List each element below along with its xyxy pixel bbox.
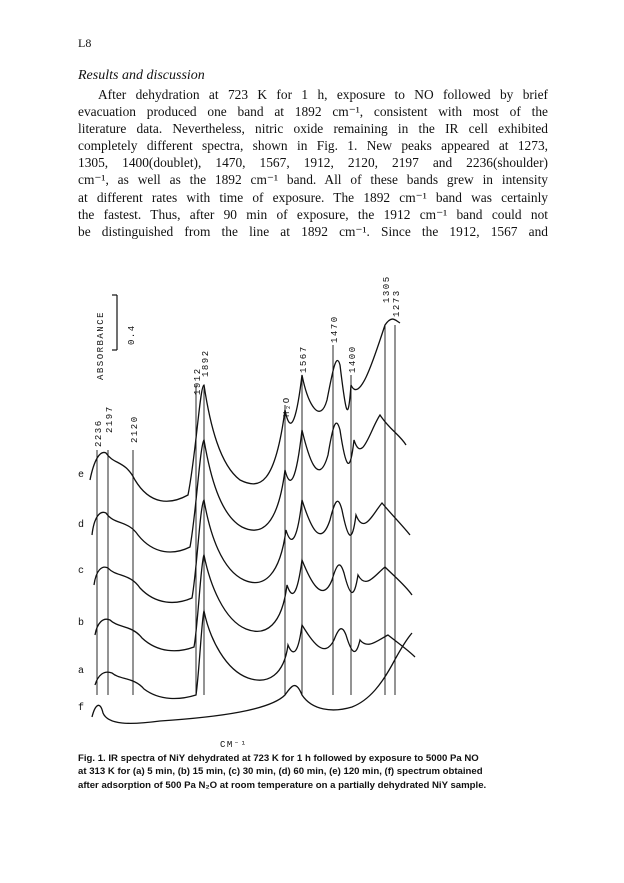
scale-bar xyxy=(112,295,117,350)
curve-label-f: f xyxy=(78,703,86,714)
peak-label-1305: 1305 xyxy=(382,275,392,303)
section-heading: Results and discussion xyxy=(78,68,205,83)
caption-line: Fig. 1. IR spectra of NiY dehydrated at 723 K for 1 h followed by exposure to 5000 Pa NO xyxy=(78,753,479,764)
body-line: completely different spectra, shown in Fig. 1. New peaks appeared at 1273, xyxy=(78,138,548,154)
body-line: evacuation produced one band at 1892 cm⁻¹, consistent with most of the xyxy=(78,104,548,120)
peak-label-1273: 1273 xyxy=(392,289,402,317)
ir-spectra-figure xyxy=(70,255,430,755)
y-axis-label: ABSORBANCE xyxy=(96,310,106,380)
peak-label-1912: 1912 xyxy=(193,367,203,395)
peak-label-2120: 2120 xyxy=(130,415,140,443)
body-line: literature data. Nevertheless, nitric oxide remaining in the IR cell exhibited xyxy=(78,121,548,137)
peak-label-2197: 2197 xyxy=(105,405,115,433)
figure-caption xyxy=(78,752,552,792)
body-line: 1305, 1400(doublet), 1470, 1567, 1912, 2120, 2197 and 2236(shoulder) xyxy=(78,155,548,171)
spectrum-curve-b xyxy=(95,555,412,651)
caption-line: at 313 K for (a) 5 min, (b) 15 min, (c) 30 min, (d) 60 min, (e) 120 min, (f) spectrum obtained xyxy=(78,766,483,778)
peak-label-1400: 1400 xyxy=(348,345,358,373)
peak-label-2236: 2236 xyxy=(94,419,104,447)
caption-line: after adsorption of 500 Pa N₂O at room temperature on a partially dehydrated NiY sample. xyxy=(78,779,487,791)
peak-label-1470: 1470 xyxy=(330,315,340,343)
curve-label-c: c xyxy=(78,566,86,577)
body-line: cm⁻¹, as well as the 1892 cm⁻¹ band. All of these bands grew in intensity xyxy=(78,172,548,188)
body-line: be distinguished from the line at 1892 cm⁻¹. Since the 1912, 1567 and xyxy=(78,223,548,239)
x-axis-label: CM⁻¹ xyxy=(220,740,248,750)
curve-label-a: a xyxy=(78,666,86,677)
peak-label-1567: 1567 xyxy=(299,345,309,373)
body-line: After dehydration at 723 K for 1 h, exposure to NO followed by brief xyxy=(98,87,548,102)
spectrum-curve-a xyxy=(95,611,415,699)
body-line: at different rates with time of exposure. The 1892 cm⁻¹ band was certainly xyxy=(78,189,548,205)
curve-label-d: d xyxy=(78,520,86,531)
curve-label-b: b xyxy=(78,618,86,629)
curve-label-e: e xyxy=(78,470,86,481)
peak-reference-lines xyxy=(97,325,395,695)
body-line: the fastest. Thus, after 90 min of exposure, the 1912 cm⁻¹ band could not xyxy=(78,206,548,222)
spectrum-curve-c xyxy=(94,500,410,602)
peak-label-h2o: H₂O xyxy=(282,396,292,417)
peak-label-1892: 1892 xyxy=(201,349,211,377)
body-paragraph xyxy=(78,86,548,240)
scale-bar-label: 0.4 xyxy=(127,324,137,345)
page-number: L8 xyxy=(78,36,92,50)
spectrum-curve-f xyxy=(92,633,412,723)
